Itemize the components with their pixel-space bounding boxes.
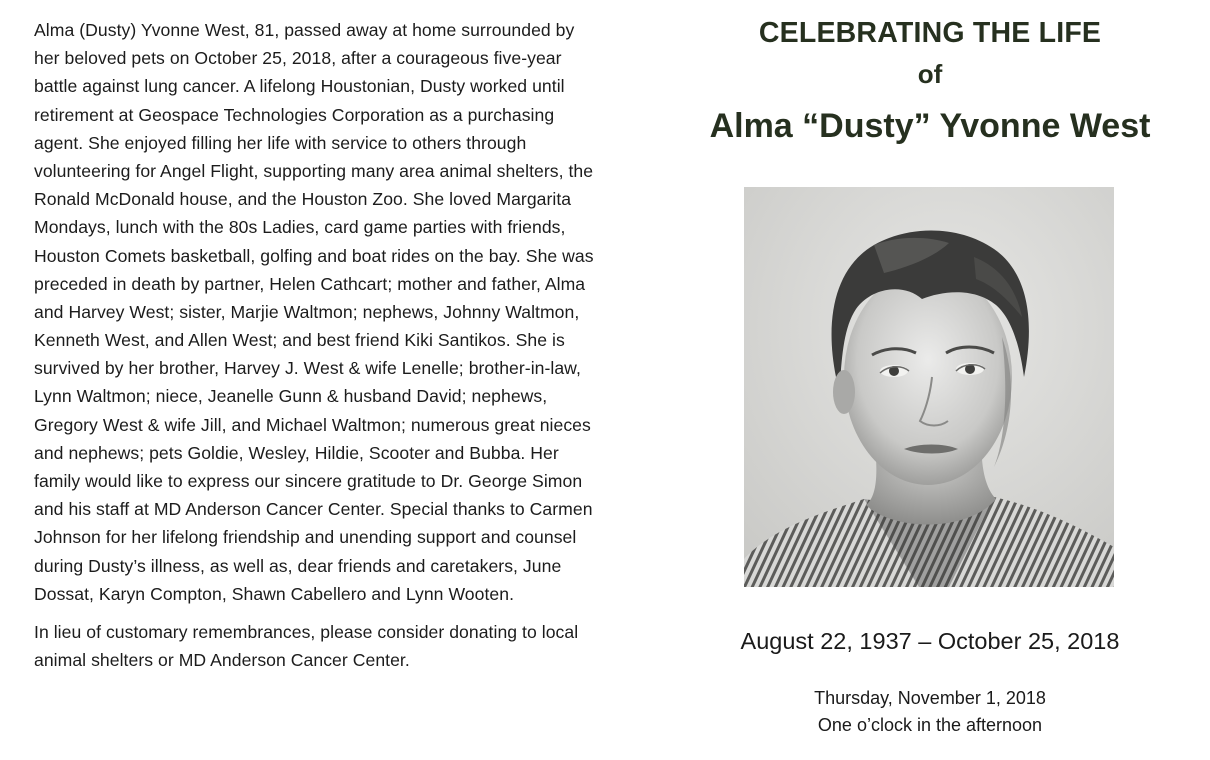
service-time: One o’clock in the afternoon: [817, 715, 1043, 735]
obituary-line: Ronald McDonald house, and the Houston Zoo. She loved Margarita: [34, 189, 572, 210]
obituary-line: preceded in death by partner, Helen Cathcart; mother and father, Alma: [34, 273, 586, 294]
obituary-line: Dossat, Karyn Compton, Shawn Cabellero and Lynn Wooten.: [34, 583, 515, 604]
obituary-line: Johnson for her lifelong friendship and unending support and counsel: [34, 527, 577, 548]
obituary-column: [34, 16, 664, 674]
service-date: Thursday, November 1, 2018: [814, 688, 1046, 708]
obituary-line: retirement at Geospace Technologies Corporation as a purchasing: [34, 104, 555, 125]
obituary-line: Houston Comets basketball, golfing and boat rides on the bay. She was: [34, 245, 594, 266]
life-dates: August 22, 1937 – October 25, 2018: [740, 628, 1120, 654]
obituary-line: her beloved pets on October 25, 2018, after a courageous five-year: [34, 48, 562, 69]
donation-note: [34, 618, 664, 674]
obituary-line: volunteering for Angel Flight, supporting many area animal shelters, the: [34, 160, 594, 181]
obituary-line: and Harvey West; sister, Marjie Waltmon; nephews, Johnny Waltmon,: [34, 301, 580, 322]
page-title: CELEBRATING THE LIFE: [758, 17, 1102, 49]
title-connector: of: [917, 59, 943, 89]
obituary-line: and his staff at MD Anderson Cancer Center. Special thanks to Carmen: [34, 499, 593, 520]
obituary-line: family would like to express our sincere gratitude to Dr. George Simon: [34, 471, 583, 491]
obituary-line: battle against lung cancer. A lifelong Houstonian, Dusty worked until: [34, 76, 565, 97]
portrait-photo: [744, 187, 1114, 587]
obituary-line: during Dusty’s illness, as well as, dear friends and caretakers, June: [34, 555, 562, 576]
donation-note-line: animal shelters or MD Anderson Cancer Center.: [34, 650, 410, 671]
obituary-text: [34, 16, 664, 608]
obituary-line: Gregory West & wife Jill, and Michael Waltmon; numerous great nieces: [34, 414, 591, 435]
honoree-name: Alma “Dusty” Yvonne West: [709, 107, 1151, 145]
obituary-line: Kenneth West, and Allen West; and best friend Kiki Santikos. She is: [34, 330, 565, 351]
donation-note-line: In lieu of customary remembrances, please consider donating to local: [34, 621, 579, 642]
obituary-line: Mondays, lunch with the 80s Ladies, card game parties with friends,: [34, 217, 566, 238]
obituary-line: Lynn Waltmon; niece, Jeanelle Gunn & husband David; nephews,: [34, 386, 548, 407]
obituary-line: and nephews; pets Goldie, Wesley, Hildie, Scooter and Bubba. Her: [34, 442, 559, 463]
obituary-line: agent. She enjoyed filling her life with service to others through: [34, 132, 527, 153]
obituary-line: survived by her brother, Harvey J. West & wife Lenelle; brother-in-law,: [34, 358, 581, 379]
obituary-line: Alma (Dusty) Yvonne West, 81, passed away at home surrounded by: [34, 20, 575, 40]
